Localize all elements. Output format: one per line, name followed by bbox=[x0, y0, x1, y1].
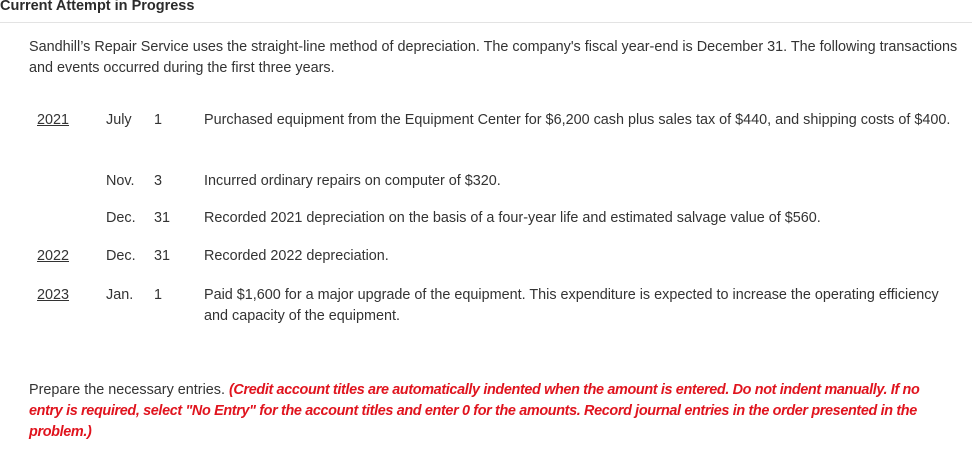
instructions-lead: Prepare the necessary entries. bbox=[29, 382, 229, 398]
problem-intro: Sandhill’s Repair Service uses the straight-line method of depreciation. The company's fiscal year-end is December 31. The following transactions and events occurred during the first three years. bbox=[29, 39, 958, 76]
transaction-month: Nov. bbox=[106, 173, 135, 189]
transaction-description: Recorded 2022 depreciation. bbox=[204, 248, 389, 264]
instructions-emphasis: (Credit account titles are automatically indented when the amount is entered. Do not indent manually. If no entry is required, select "No Entry" for the account titles and enter 0 for the amounts. Record journal entries in the order presented in the problem.) bbox=[29, 382, 920, 440]
transaction-month: Dec. bbox=[106, 210, 136, 226]
transaction-month: Jan. bbox=[106, 287, 134, 303]
transaction-description: Paid $1,600 for a major upgrade of the equipment. This expenditure is expected to increase the operating efficiency and capacity of the equipment. bbox=[204, 287, 939, 324]
transaction-month: Dec. bbox=[106, 248, 136, 264]
attempt-header bbox=[0, 0, 972, 23]
transaction-day: 3 bbox=[154, 173, 163, 189]
transaction-year: 2021 bbox=[37, 112, 70, 128]
transaction-description: Purchased equipment from the Equipment Center for $6,200 cash plus sales tax of $440, and shipping costs of $400. bbox=[204, 112, 951, 128]
transaction-month: July bbox=[106, 112, 132, 128]
transaction-year: 2023 bbox=[37, 287, 70, 303]
instructions bbox=[29, 380, 949, 443]
transaction-day: 31 bbox=[154, 248, 171, 264]
transaction-day: 31 bbox=[154, 210, 171, 226]
attempt-status-title: Current Attempt in Progress bbox=[0, 0, 195, 14]
transaction-description: Incurred ordinary repairs on computer of $320. bbox=[204, 173, 501, 189]
transaction-description: Recorded 2021 depreciation on the basis of a four-year life and estimated salvage value of $560. bbox=[204, 210, 821, 226]
transaction-day: 1 bbox=[154, 112, 163, 128]
transaction-day: 1 bbox=[154, 287, 163, 303]
transaction-year: 2022 bbox=[37, 248, 70, 264]
